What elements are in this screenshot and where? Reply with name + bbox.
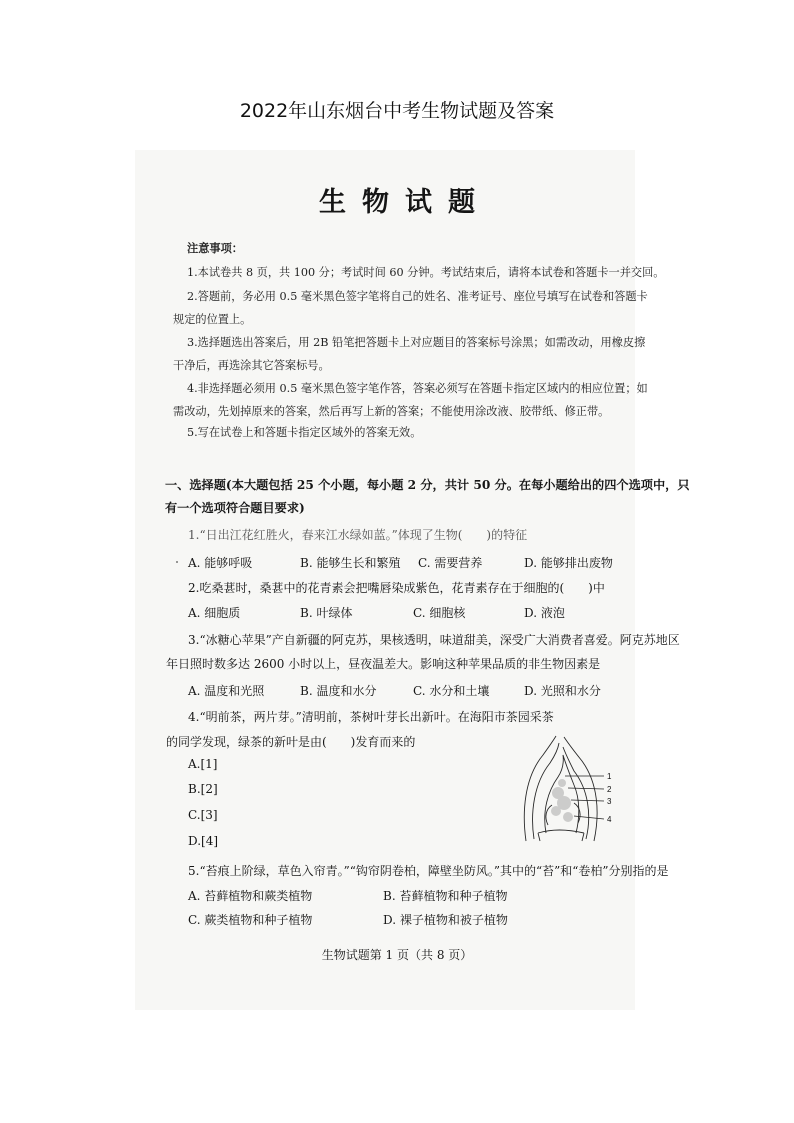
notice-item-2: 2.答题前，务必用 0.5 毫米黑色签字笔将自己的姓名、准考证号、座位号填写在试卷和答题卡 xyxy=(187,290,648,303)
question-4-option-d: D.[4] xyxy=(188,834,219,848)
section-heading-line1: 一、选择题(本大题包括 25 个小题，每小题 2 分，共计 50 分。在每小题给出的四个选项中，只 xyxy=(165,478,690,492)
notice-item-4-cont: 需改动，先划掉原来的答案，然后再写上新的答案；不能使用涂改液、胶带纸、修正带。 xyxy=(173,405,610,418)
notice-item-4: 4.非选择题必须用 0.5 毫米黑色签字笔作答，答案必须写在答题卡指定区域内的相应位置；如 xyxy=(187,382,648,395)
question-2-option-a: A. 细胞质 xyxy=(188,606,241,620)
bud-label-1: 1 xyxy=(607,772,612,781)
leaf-bud-diagram xyxy=(508,733,626,845)
question-1-option-a: A. 能够呼吸 xyxy=(188,556,253,570)
question-5-option-b: B. 苔藓植物和种子植物 xyxy=(383,889,508,903)
question-3-option-b: B. 温度和水分 xyxy=(300,684,377,698)
question-4-option-c: C.[3] xyxy=(188,808,218,822)
bud-label-2: 2 xyxy=(607,785,612,794)
question-2-option-c: C. 细胞核 xyxy=(413,606,466,620)
document-title: 2022年山东烟台中考生物试题及答案 xyxy=(239,100,555,122)
question-5-option-d: D. 裸子植物和被子植物 xyxy=(383,913,508,927)
question-3-option-c: C. 水分和土壤 xyxy=(413,684,490,698)
question-1-option-c: C. 需要营养 xyxy=(418,556,483,570)
notice-heading: 注意事项： xyxy=(187,241,243,255)
question-5-stem: 5.“苔痕上阶绿，草色入帘青。”“钩帘阴卷柏，障壁坐防风。”其中的“苔”和“卷柏”分别指的是 xyxy=(188,864,669,878)
question-2-stem: 2.吃桑葚时，桑葚中的花青素会把嘴唇染成紫色，花青素存在于细胞的( )中 xyxy=(188,581,605,595)
bud-label-3: 3 xyxy=(607,797,612,806)
question-4-option-a: A.[1] xyxy=(188,757,218,771)
bud-small-leaf-left xyxy=(546,805,552,825)
question-4-option-b: B.[2] xyxy=(188,782,218,796)
scan-speck xyxy=(176,561,178,563)
notice-item-1: 1.本试卷共 8 页，共 100 分；考试时间 60 分钟。考试结束后，请将本试卷和答题卡一并交回。 xyxy=(187,266,665,279)
question-5-option-a: A. 苔藓植物和蕨类植物 xyxy=(188,889,313,903)
question-2-option-b: B. 叶绿体 xyxy=(300,606,353,620)
notice-item-2-cont: 规定的位置上。 xyxy=(173,313,252,326)
notice-item-5: 5.写在试卷上和答题卡指定区域外的答案无效。 xyxy=(187,426,422,439)
bud-label-4: 4 xyxy=(607,815,612,824)
question-2-option-d: D. 液泡 xyxy=(524,606,565,620)
bud-leader-lines xyxy=(565,776,604,819)
question-3-option-d: D. 光照和水分 xyxy=(524,684,601,698)
question-3-stem-line2: 年日照时数多达 2600 小时以上，昼夜温差大。影响这种苹果品质的非生物因素是 xyxy=(166,657,601,671)
question-1-stem: 1.“日出江花红胜火，春来江水绿如蓝。”体现了生物( )的特征 xyxy=(188,528,528,542)
bud-stem xyxy=(538,830,584,841)
question-5-option-c: C. 蕨类植物和种子植物 xyxy=(188,913,313,927)
notice-item-3-cont: 干净后，再选涂其它答案标号。 xyxy=(173,359,330,372)
question-4-stem-line2: 的同学发现，绿茶的新叶是由( )发育而来的 xyxy=(166,735,416,749)
exam-title: 生物试题 xyxy=(319,187,491,218)
bud-inner-leaf-right xyxy=(563,747,589,839)
page-footer: 生物试题第 1 页（共 8 页） xyxy=(321,948,473,962)
question-4-stem-line1: 4.“明前茶，两片芽。”清明前，茶树叶芽长出新叶。在海阳市茶园采茶 xyxy=(188,710,554,724)
question-1-option-b: B. 能够生长和繁殖 xyxy=(300,556,401,570)
question-3-stem-line1: 3.“冰糖心苹果”产自新疆的阿克苏，果核透明，味道甜美，深受广大消费者喜爱。阿克苏地区 xyxy=(188,633,680,647)
bud-stipple xyxy=(551,779,573,822)
notice-item-3: 3.选择题选出答案后，用 2B 铅笔把答题卡上对应题目的答案标号涂黑；如需改动，用橡皮擦 xyxy=(187,336,646,349)
section-heading-line2: 有一个选项符合题目要求) xyxy=(165,501,305,515)
question-1-option-d: D. 能够排出废物 xyxy=(524,556,613,570)
question-3-option-a: A. 温度和光照 xyxy=(188,684,265,698)
